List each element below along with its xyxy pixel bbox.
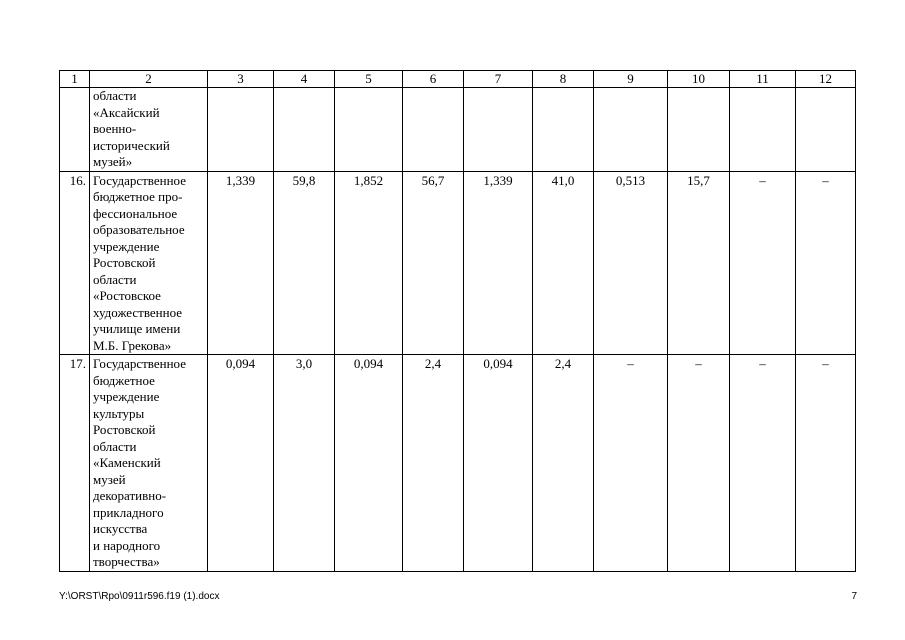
name-line: Государственное [93, 172, 186, 188]
name-line: Ростовской [93, 422, 156, 437]
name-line: училище имени [93, 321, 181, 336]
row-number-cell: 17. [60, 355, 90, 572]
name-line: учреждение [93, 238, 160, 254]
name-line: бюджетное [93, 372, 155, 388]
name-line: области [93, 88, 137, 103]
institution-name-cell [90, 355, 208, 572]
name-line: и народного [93, 537, 161, 553]
institution-name-cell [90, 171, 208, 355]
header-cell: 3 [208, 71, 274, 88]
value-cell: – [730, 355, 796, 572]
header-cell: 12 [796, 71, 856, 88]
value-cell: – [730, 171, 796, 355]
value-cell: 2,4 [533, 355, 594, 572]
value-cell: 0,094 [335, 355, 403, 572]
value-cell: 0,094 [464, 355, 533, 572]
data-table [59, 70, 856, 572]
name-line: бюджетное про- [93, 189, 183, 204]
name-line: творчества» [93, 554, 160, 569]
row-number-cell [60, 88, 90, 172]
header-row [60, 71, 856, 88]
value-cell [208, 88, 274, 172]
value-cell [464, 88, 533, 172]
value-cell: 1,852 [335, 171, 403, 355]
table-row [60, 171, 856, 355]
value-cell [403, 88, 464, 172]
header-cell: 1 [60, 71, 90, 88]
value-cell: 59,8 [274, 171, 335, 355]
row-number-cell: 16. [60, 171, 90, 355]
value-cell [533, 88, 594, 172]
header-cell: 6 [403, 71, 464, 88]
value-cell: 1,339 [208, 171, 274, 355]
name-line: Ростовской [93, 255, 156, 270]
value-cell [668, 88, 730, 172]
value-cell: – [796, 355, 856, 572]
header-cell: 8 [533, 71, 594, 88]
header-cell: 11 [730, 71, 796, 88]
value-cell [730, 88, 796, 172]
name-line: фессиональное [93, 205, 178, 221]
value-cell [335, 88, 403, 172]
name-line: исторический [93, 137, 170, 153]
value-cell: 0,513 [594, 171, 668, 355]
name-line: музей» [93, 154, 133, 169]
header-cell: 4 [274, 71, 335, 88]
name-line: искусства [93, 521, 148, 536]
name-line: «Каменский [93, 455, 161, 470]
name-line: области [93, 438, 137, 454]
name-line: Государственное [93, 356, 186, 371]
value-cell: 56,7 [403, 171, 464, 355]
name-line: «Аксайский [93, 104, 160, 120]
value-cell: 1,339 [464, 171, 533, 355]
value-cell [594, 88, 668, 172]
header-cell: 9 [594, 71, 668, 88]
header-cell: 10 [668, 71, 730, 88]
name-line: военно- [93, 121, 137, 136]
name-line: образовательное [93, 222, 185, 237]
name-line: М.Б. Грекова» [93, 337, 172, 353]
continuation-row [60, 88, 856, 172]
header-cell: 5 [335, 71, 403, 88]
value-cell: 3,0 [274, 355, 335, 572]
value-cell [796, 88, 856, 172]
value-cell [274, 88, 335, 172]
name-line: прикладного [93, 504, 164, 520]
header-cell: 2 [90, 71, 208, 88]
value-cell: 0,094 [208, 355, 274, 572]
value-cell: – [796, 171, 856, 355]
name-line: декоративно- [93, 488, 167, 503]
name-line: «Ростовское [93, 288, 161, 303]
name-line: музей [93, 471, 126, 487]
name-line: учреждение [93, 389, 160, 404]
value-cell: – [594, 355, 668, 572]
footer-file-path: Y:\ORST\Rpo\0911r596.f19 (1).docx [59, 591, 220, 602]
value-cell: 2,4 [403, 355, 464, 572]
header-cell: 7 [464, 71, 533, 88]
footer-page-number: 7 [851, 591, 857, 602]
name-line: художественное [93, 304, 183, 320]
value-cell: 41,0 [533, 171, 594, 355]
institution-name-cell [90, 88, 208, 172]
name-line: культуры [93, 405, 145, 421]
value-cell: 15,7 [668, 171, 730, 355]
name-line: области [93, 271, 137, 287]
table-row [60, 355, 856, 572]
value-cell: – [668, 355, 730, 572]
